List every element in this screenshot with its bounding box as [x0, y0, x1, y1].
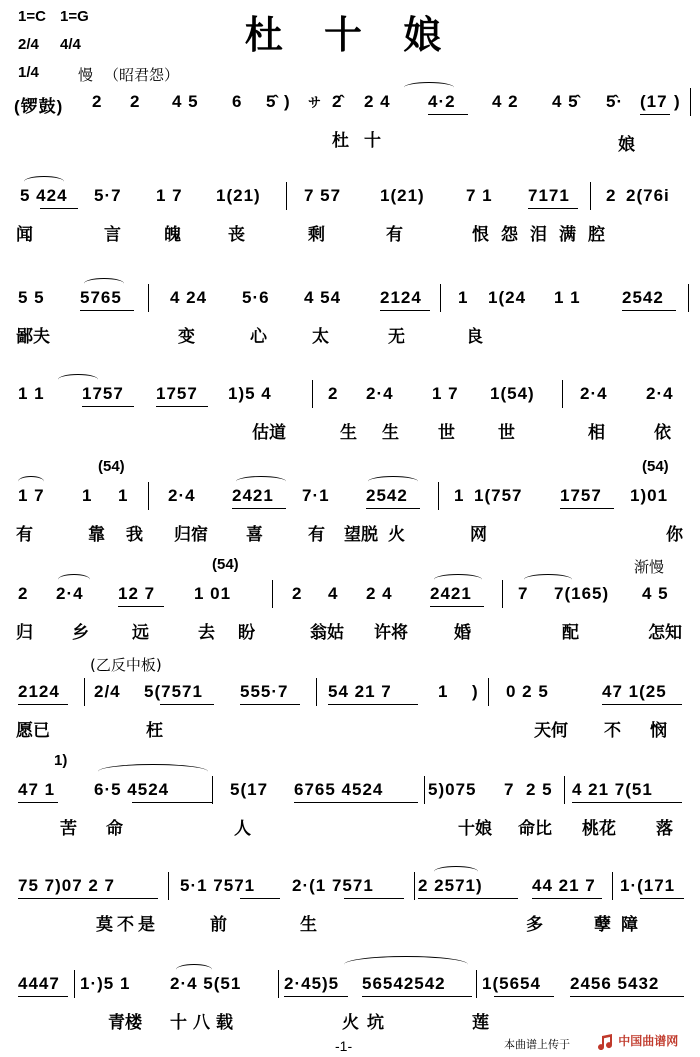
bar-line: [312, 380, 313, 408]
lyric: 配: [562, 623, 579, 643]
lyric: 婚: [454, 623, 471, 643]
lyric: 枉: [146, 721, 163, 741]
section-marking: (乙反中板): [90, 656, 162, 674]
notation-row: [14, 974, 690, 998]
note-group: 2 5: [526, 780, 553, 799]
lyric: 火坑: [342, 1013, 392, 1033]
lyrics-row: [14, 1008, 690, 1032]
lyrics-row: [14, 520, 690, 544]
lyric: 怎知: [648, 623, 682, 643]
note-group: 1 7: [432, 384, 459, 403]
note-group: 2·4: [646, 384, 674, 403]
lyric: 娘: [618, 135, 635, 155]
lyric: 愿已: [16, 721, 50, 741]
lyric: 苦: [60, 819, 77, 839]
note-group: ): [674, 92, 681, 111]
underline-mark: [640, 114, 670, 115]
lyric: 青楼: [108, 1013, 142, 1033]
note-group: 2421: [430, 584, 472, 603]
underline-mark: [494, 996, 554, 997]
notation-row: [14, 584, 690, 608]
note-group: 2(76i: [626, 186, 670, 205]
lyric: 估道: [252, 423, 286, 443]
lyric: 盼: [238, 623, 255, 643]
lyric: 落: [656, 819, 673, 839]
note-group: 1 7: [18, 486, 45, 505]
lyric: 十: [364, 131, 381, 151]
slur-mark: [58, 574, 90, 585]
lyric: 言: [104, 225, 121, 245]
lyric: 生: [300, 915, 317, 935]
underline-mark: [532, 898, 602, 899]
slur-mark: [24, 176, 64, 187]
lyrics-row: [14, 716, 690, 740]
underline-mark: [602, 704, 682, 705]
lyric: 十娘: [458, 819, 492, 839]
note-group: 7 1: [466, 186, 493, 205]
note-group: 44 21 7: [532, 876, 596, 895]
note-group: 2: [92, 92, 103, 111]
lyric: 魄: [164, 225, 181, 245]
slur-mark: [18, 476, 44, 487]
note-group: 2: [18, 584, 29, 603]
lyric: 良: [466, 327, 483, 347]
note-group: 1·(171: [620, 876, 676, 895]
underline-mark: [284, 996, 348, 997]
note-group: 1 1: [18, 384, 45, 403]
note-group: 1757: [156, 384, 198, 403]
note-group: 6·5 4524: [94, 780, 170, 799]
note-group: 1: [82, 486, 93, 505]
note-group: 1 01: [194, 584, 232, 603]
underline-mark: [366, 508, 420, 509]
note-group: 4 54: [304, 288, 342, 307]
slur-mark: [434, 574, 482, 585]
note-group: 0 2 5: [506, 682, 549, 701]
note-group: 2124: [18, 682, 60, 701]
slur-mark: [98, 764, 208, 779]
underline-mark: [362, 996, 472, 997]
annotation-above: (54): [98, 458, 125, 475]
note-group: 47 1(25: [602, 682, 667, 701]
bar-line: [74, 970, 75, 998]
site-name: 中国曲谱网: [618, 1034, 679, 1048]
lyric: 乡: [72, 623, 89, 643]
slur-mark: [344, 956, 468, 973]
lyric: 十八载: [170, 1013, 239, 1033]
lyric: 许将: [374, 623, 408, 643]
annotation-above: (54): [642, 458, 669, 475]
free-meter-sign: サ: [308, 95, 323, 110]
lyric: 命: [106, 819, 123, 839]
lyric: 我: [126, 525, 143, 545]
note-group: 75 7)07 2 7: [18, 876, 116, 895]
note-group: 2542: [622, 288, 664, 307]
lyrics-row: [14, 220, 690, 244]
lyric: 火: [388, 525, 405, 545]
slur-mark: [404, 82, 454, 93]
lyric: 世: [498, 423, 515, 443]
note-group: 4·2: [428, 92, 456, 111]
note-group: 5 424: [20, 186, 68, 205]
lyric: 你: [666, 525, 683, 545]
lyric: 心: [250, 327, 267, 347]
note-group: ): [284, 92, 291, 111]
note-group: 5̂·: [606, 92, 624, 111]
lyric: 有: [308, 525, 325, 545]
underline-mark: [232, 508, 286, 509]
music-note-icon: [596, 1034, 614, 1050]
lyric: 闻: [16, 225, 33, 245]
lyric: 天何: [534, 721, 568, 741]
note-group: 2·4: [56, 584, 84, 603]
underline-mark: [160, 704, 214, 705]
note-group: 2124: [380, 288, 422, 307]
note-group: 1(24: [488, 288, 527, 307]
lyric: 剩: [308, 225, 325, 245]
note-group: 2·45)5: [284, 974, 340, 993]
underline-mark: [428, 114, 468, 115]
time-signature: 2/4: [94, 682, 121, 701]
notation-row: [14, 384, 690, 408]
note-group: 4447: [18, 974, 60, 993]
note-group: (锣鼓): [14, 97, 64, 116]
note-group: 7: [504, 780, 515, 799]
note-group: 4 2: [492, 92, 519, 111]
note-group: 4: [328, 584, 339, 603]
bar-line: [502, 580, 503, 608]
note-group: 5·6: [242, 288, 270, 307]
bar-line: [564, 776, 565, 804]
bar-line: [316, 678, 317, 706]
lyric: 杜: [332, 131, 349, 151]
lyric: 依: [654, 423, 671, 443]
lyric: 变: [178, 327, 195, 347]
note-group: 2·4: [366, 384, 394, 403]
note-group: 4 5: [642, 584, 669, 603]
lyric: 靠: [88, 525, 105, 545]
lyric: 远: [132, 623, 149, 643]
slur-mark: [236, 476, 286, 487]
slur-mark: [176, 964, 212, 975]
lyric: 不: [604, 721, 621, 741]
note-group: 5)075: [428, 780, 477, 799]
underline-mark: [40, 208, 78, 209]
underline-mark: [18, 898, 158, 899]
notation-row: [14, 682, 690, 706]
slur-mark: [368, 476, 418, 487]
note-group: 2: [130, 92, 141, 111]
bar-line: [272, 580, 273, 608]
note-group: 1: [458, 288, 469, 307]
underline-mark: [570, 996, 684, 997]
lyric: 世: [438, 423, 455, 443]
tune-name: （昭君怨）: [104, 66, 180, 84]
annotation-above: 1): [54, 752, 68, 769]
note-group: 4 5: [172, 92, 199, 111]
note-group: 2: [292, 584, 303, 603]
note-group: 1 1: [554, 288, 581, 307]
bar-line: [476, 970, 477, 998]
bar-line: [286, 182, 287, 210]
lyric: 生: [340, 423, 357, 443]
underline-mark: [18, 704, 68, 705]
note-group: 7(165): [554, 584, 610, 603]
note-group: 5·1 7571: [180, 876, 256, 895]
note-group: (17: [640, 92, 668, 111]
notation-row: [14, 876, 690, 900]
note-group: 4 21 7(51: [572, 780, 653, 799]
time-signature-4-4: 4/4: [60, 36, 81, 53]
bar-line: [414, 872, 415, 900]
note-group: 2·(1 7571: [292, 876, 374, 895]
note-group: 1 7: [156, 186, 183, 205]
note-group: 47 1: [18, 780, 56, 799]
note-group: 1757: [560, 486, 602, 505]
bar-line: [612, 872, 613, 900]
lyric: 无: [388, 327, 405, 347]
note-group: 7 57: [304, 186, 342, 205]
note-group: 2456 5432: [570, 974, 660, 993]
underline-mark: [132, 802, 212, 803]
lyric: 丧: [228, 225, 245, 245]
note-group: 2 2571): [418, 876, 483, 895]
note-group: 54 21 7: [328, 682, 392, 701]
note-group: 5(7571: [144, 682, 203, 701]
lyric: 翁姑: [310, 623, 344, 643]
lyric: 人: [234, 819, 251, 839]
page-number: -1-: [335, 1038, 353, 1054]
underline-mark: [82, 406, 134, 407]
bar-line: [212, 776, 213, 804]
note-group: 7171: [528, 186, 570, 205]
upload-note: 本曲谱上传于: [504, 1038, 570, 1051]
bar-line: [688, 284, 689, 312]
note-group: 1)5 4: [228, 384, 272, 403]
lyric: 悯: [650, 721, 667, 741]
lyric: 去: [198, 623, 215, 643]
note-group: 1757: [82, 384, 124, 403]
note-group: 12 7: [118, 584, 156, 603]
slur-mark: [58, 374, 98, 385]
key-signature-g: 1=G: [60, 8, 89, 25]
note-group: 2: [328, 384, 339, 403]
lyric: 有: [386, 225, 403, 245]
page-title: 杜 十 娘: [244, 12, 456, 57]
underline-mark: [294, 802, 418, 803]
note-group: ): [472, 682, 479, 701]
time-signature-1-4: 1/4: [18, 64, 39, 81]
underline-mark: [156, 406, 208, 407]
lyric: 恨怨泪满腔: [472, 225, 617, 245]
ritardando-marking: 渐慢: [634, 558, 665, 576]
lyrics-row: [14, 814, 690, 838]
lyric: 有: [16, 525, 33, 545]
lyrics-row: [14, 910, 690, 934]
note-group: 1(54): [490, 384, 535, 403]
annotation-above: (54): [212, 556, 239, 573]
note-group: 5765: [80, 288, 122, 307]
note-group: 555·7: [240, 682, 289, 701]
lyric: 前: [210, 915, 227, 935]
note-group: 1: [438, 682, 449, 701]
notation-row: [14, 780, 690, 804]
notation-row: [14, 288, 690, 312]
underline-mark: [640, 898, 684, 899]
note-group: 2·4 5(51: [170, 974, 242, 993]
note-group: 2 4: [366, 584, 393, 603]
bar-line: [148, 482, 149, 510]
note-group: 5 5: [18, 288, 45, 307]
note-group: 4 24: [170, 288, 208, 307]
slur-mark: [434, 866, 478, 877]
note-group: 2̂: [332, 92, 343, 111]
note-group: 1(757: [474, 486, 523, 505]
underline-mark: [118, 606, 164, 607]
bar-line: [590, 182, 591, 210]
bar-line: [562, 380, 563, 408]
underline-mark: [560, 508, 614, 509]
lyric: 孽障: [594, 915, 648, 935]
bar-line: [84, 678, 85, 706]
key-signature-c: 1=C: [18, 8, 46, 25]
note-group: 2542: [366, 486, 408, 505]
lyric: 喜: [246, 525, 263, 545]
note-group: 2·4: [168, 486, 196, 505]
note-group: 4 5̂: [552, 92, 579, 111]
note-group: 56542542: [362, 974, 446, 993]
underline-mark: [380, 310, 430, 311]
underline-mark: [240, 898, 280, 899]
note-group: 1: [118, 486, 129, 505]
lyric: 归宿: [174, 525, 208, 545]
lyric: 望脱: [344, 525, 378, 545]
site-logo[interactable]: [596, 1032, 696, 1052]
note-group: 7: [518, 584, 529, 603]
note-group: 1(21): [380, 186, 425, 205]
lyrics-row: [14, 618, 690, 642]
note-group: 5·7: [94, 186, 122, 205]
lyric: 莫不是: [96, 915, 159, 935]
underline-mark: [328, 704, 418, 705]
bar-line: [278, 970, 279, 998]
underline-mark: [622, 310, 676, 311]
lyric: 鄙夫: [16, 327, 50, 347]
notation-row: [14, 92, 690, 116]
lyrics-row: [14, 126, 690, 155]
time-signature-2-4: 2/4: [18, 36, 39, 53]
note-group: 7·1: [302, 486, 330, 505]
lyric: 相: [588, 423, 605, 443]
note-group: 1·)5 1: [80, 974, 131, 993]
bar-line: [438, 482, 439, 510]
lyric: 莲: [472, 1013, 489, 1033]
underline-mark: [572, 802, 682, 803]
note-group: 2421: [232, 486, 274, 505]
lyrics-row: [14, 322, 690, 346]
underline-mark: [430, 606, 484, 607]
lyric: 归: [16, 623, 33, 643]
tempo-marking: 慢: [78, 66, 94, 84]
underline-mark: [240, 704, 300, 705]
note-group: 2 4: [364, 92, 391, 111]
note-group: 1)01: [630, 486, 669, 505]
note-group: 5̂: [266, 92, 277, 111]
lyrics-row: [14, 418, 690, 442]
underline-mark: [418, 898, 518, 899]
underline-mark: [18, 802, 58, 803]
underline-mark: [80, 310, 134, 311]
lyric: 多: [526, 915, 543, 935]
slur-mark: [84, 278, 124, 289]
bar-line: [424, 776, 425, 804]
notation-row: [14, 186, 690, 210]
lyric: 命比: [518, 819, 552, 839]
note-group: 5(17: [230, 780, 269, 799]
bar-line: [440, 284, 441, 312]
bar-line: [148, 284, 149, 312]
note-group: 2: [606, 186, 617, 205]
note-group: 1(5654: [482, 974, 541, 993]
underline-mark: [528, 208, 578, 209]
bar-line: [168, 872, 169, 900]
notation-row: [14, 486, 690, 510]
lyric: 网: [470, 525, 487, 545]
underline-mark: [344, 898, 404, 899]
note-group: 2·4: [580, 384, 608, 403]
note-group: 1(21): [216, 186, 261, 205]
bar-line: [690, 88, 691, 116]
lyric: 生: [382, 423, 399, 443]
note-group: 6: [232, 92, 243, 111]
note-group: 1: [454, 486, 465, 505]
slur-mark: [524, 574, 572, 585]
bar-line: [488, 678, 489, 706]
note-group: 6765 4524: [294, 780, 384, 799]
underline-mark: [18, 996, 68, 997]
lyric: 太: [312, 327, 329, 347]
lyric: 桃花: [582, 819, 616, 839]
